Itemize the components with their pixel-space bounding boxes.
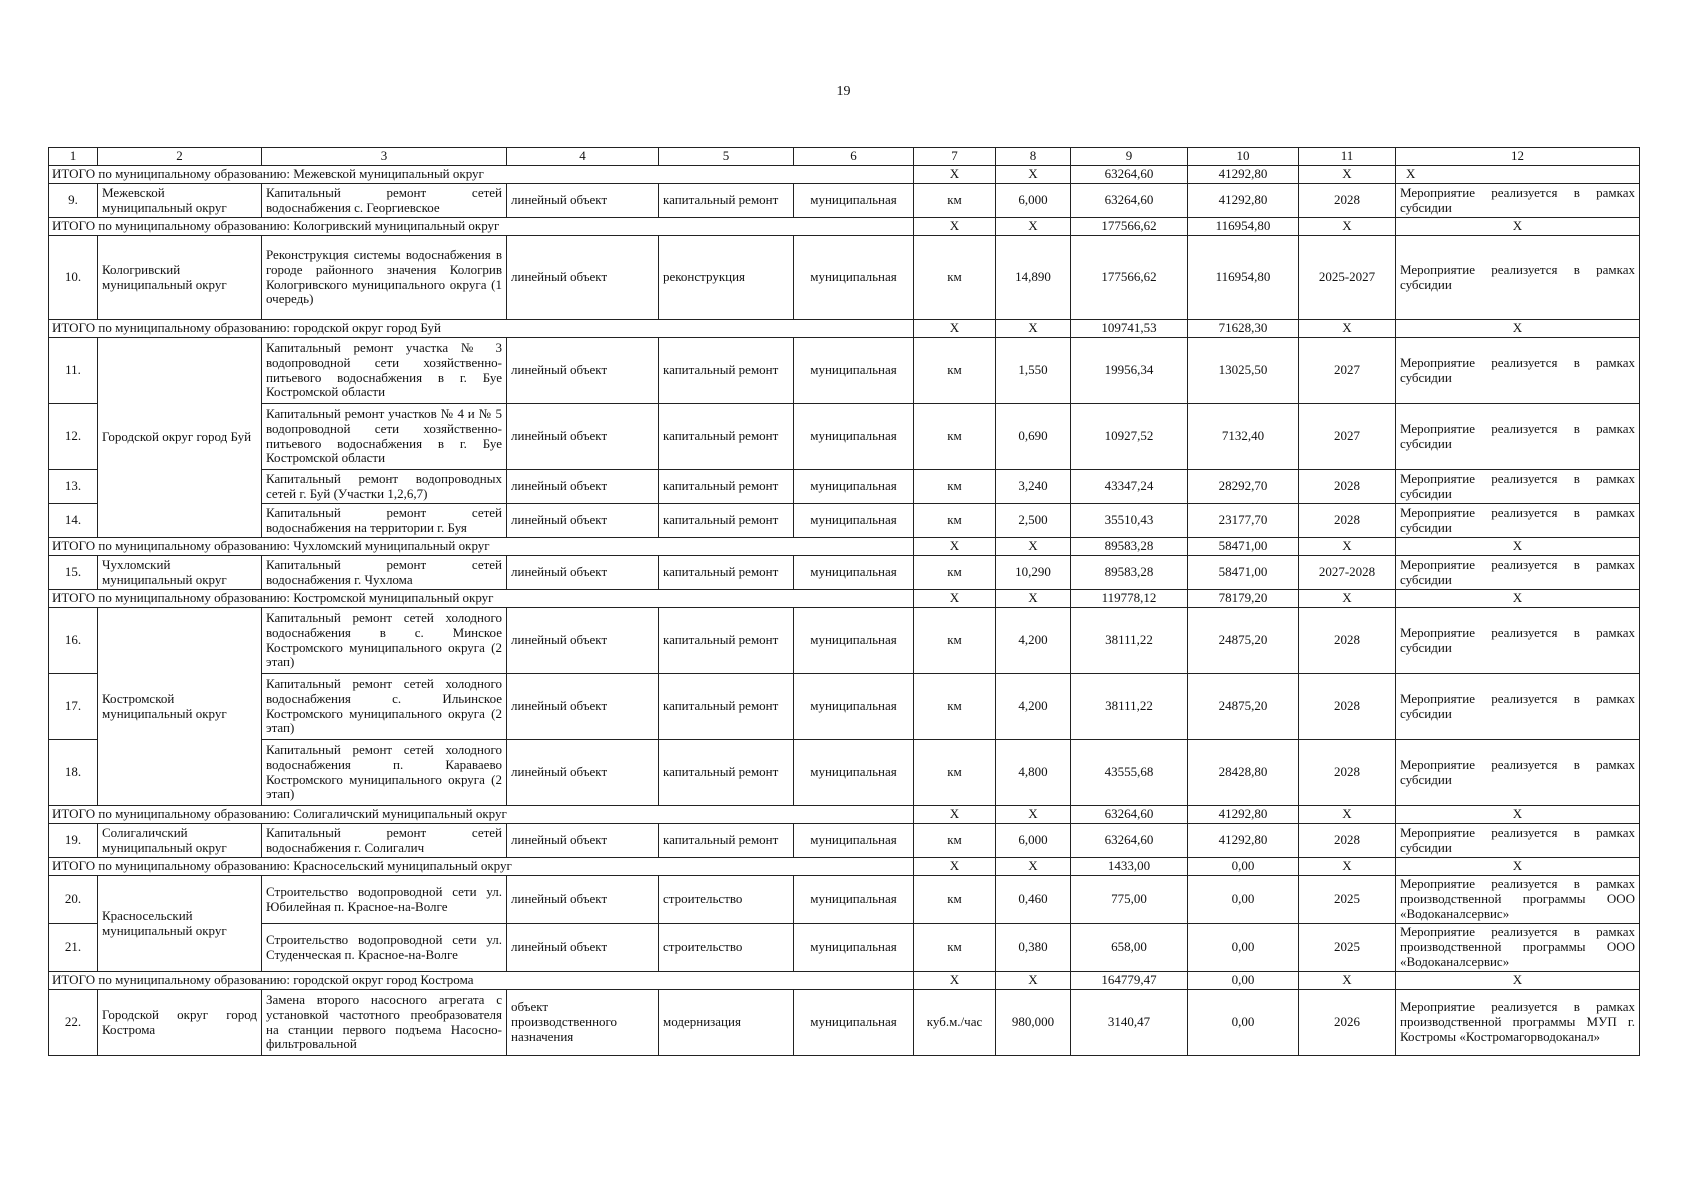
work-type: строительство xyxy=(659,876,794,924)
note: Мероприятие реализуется в рамках субсидии xyxy=(1396,824,1640,858)
column-number: 11 xyxy=(1299,148,1396,166)
years: 2025 xyxy=(1299,924,1396,972)
object-name: Капитальный ремонт сетей холодного водоснабжения с. Ильинское Костромского муниципального округа (2 этап) xyxy=(262,674,507,740)
object-type: линейный объект xyxy=(507,404,659,470)
table-row xyxy=(49,674,1640,740)
municipality-name: Красносельский муниципальный округ xyxy=(98,876,262,972)
row-number: 20. xyxy=(49,876,98,924)
subsidy: 13025,50 xyxy=(1188,338,1299,404)
column-number: 12 xyxy=(1396,148,1640,166)
total-col12: X xyxy=(1396,320,1640,338)
table-row xyxy=(49,924,1640,972)
ownership: муниципальная xyxy=(794,990,914,1056)
table-row xyxy=(49,236,1640,320)
total-cost: 119778,12 xyxy=(1071,590,1188,608)
object-name: Капитальный ремонт сетей водоснабжения г. Чухлома xyxy=(262,556,507,590)
unit: куб.м./час xyxy=(914,990,996,1056)
unit: км xyxy=(914,236,996,320)
work-type: капитальный ремонт xyxy=(659,824,794,858)
work-type: реконструкция xyxy=(659,236,794,320)
quantity: 4,200 xyxy=(996,674,1071,740)
total-cost: 164779,47 xyxy=(1071,972,1188,990)
total-col12: X xyxy=(1396,538,1640,556)
table-row xyxy=(49,876,1640,924)
quantity: 0,460 xyxy=(996,876,1071,924)
note: Мероприятие реализуется в рамках субсидии xyxy=(1396,236,1640,320)
unit: км xyxy=(914,740,996,806)
subsidy: 58471,00 xyxy=(1188,556,1299,590)
years: 2027 xyxy=(1299,338,1396,404)
municipality-name: Кологривский муниципальный округ xyxy=(98,236,262,320)
quantity: 3,240 xyxy=(996,470,1071,504)
work-type: капитальный ремонт xyxy=(659,674,794,740)
municipality-name: Городской округ город Кострома xyxy=(98,990,262,1056)
total-label: ИТОГО по муниципальному образованию: Костромской муниципальный округ xyxy=(49,590,914,608)
table-row xyxy=(49,338,1640,404)
total-label: ИТОГО по муниципальному образованию: Солигаличский муниципальный округ xyxy=(49,806,914,824)
row-number: 21. xyxy=(49,924,98,972)
municipality-name: Межевской муниципальный округ xyxy=(98,184,262,218)
note: Мероприятие реализуется в рамках производственной программы ООО «Водоканалсервис» xyxy=(1396,924,1640,972)
ownership: муниципальная xyxy=(794,404,914,470)
total-col8: X xyxy=(996,218,1071,236)
work-type: капитальный ремонт xyxy=(659,184,794,218)
object-type: линейный объект xyxy=(507,504,659,538)
ownership: муниципальная xyxy=(794,338,914,404)
total-col7: X xyxy=(914,218,996,236)
object-name: Капитальный ремонт сетей холодного водоснабжения в с. Минское Костромского муниципального округа (2 этап) xyxy=(262,608,507,674)
subsidy: 41292,80 xyxy=(1188,824,1299,858)
total-label: ИТОГО по муниципальному образованию: городской округ город Кострома xyxy=(49,972,914,990)
total-row xyxy=(49,166,1640,184)
total-col7: X xyxy=(914,972,996,990)
note: Мероприятие реализуется в рамках субсидии xyxy=(1396,504,1640,538)
total-row xyxy=(49,806,1640,824)
column-number: 2 xyxy=(98,148,262,166)
total-cost: 109741,53 xyxy=(1071,320,1188,338)
total-subsidy: 41292,80 xyxy=(1188,806,1299,824)
unit: км xyxy=(914,824,996,858)
total-col11: X xyxy=(1299,590,1396,608)
total-col12: X xyxy=(1396,858,1640,876)
table-row xyxy=(49,504,1640,538)
cost: 38111,22 xyxy=(1071,608,1188,674)
total-row xyxy=(49,538,1640,556)
total-col8: X xyxy=(996,538,1071,556)
object-type: линейный объект xyxy=(507,556,659,590)
subsidy: 28292,70 xyxy=(1188,470,1299,504)
object-name: Капитальный ремонт участка № 3 водопроводной сети хозяйственно-питьевого водоснабжения в г. Буе Костромской области xyxy=(262,338,507,404)
total-col12: X xyxy=(1396,218,1640,236)
years: 2028 xyxy=(1299,740,1396,806)
subsidy: 24875,20 xyxy=(1188,608,1299,674)
row-number: 11. xyxy=(49,338,98,404)
work-type: капитальный ремонт xyxy=(659,338,794,404)
subsidy: 7132,40 xyxy=(1188,404,1299,470)
years: 2027 xyxy=(1299,404,1396,470)
investment-table xyxy=(48,147,1640,1056)
object-name: Капитальный ремонт сетей водоснабжения на территории г. Буя xyxy=(262,504,507,538)
total-col7: X xyxy=(914,806,996,824)
ownership: муниципальная xyxy=(794,236,914,320)
subsidy: 41292,80 xyxy=(1188,184,1299,218)
total-subsidy: 0,00 xyxy=(1188,972,1299,990)
total-cost: 177566,62 xyxy=(1071,218,1188,236)
table-row xyxy=(49,824,1640,858)
column-number: 10 xyxy=(1188,148,1299,166)
unit: км xyxy=(914,876,996,924)
subsidy: 23177,70 xyxy=(1188,504,1299,538)
ownership: муниципальная xyxy=(794,608,914,674)
total-cost: 89583,28 xyxy=(1071,538,1188,556)
total-cost: 63264,60 xyxy=(1071,806,1188,824)
total-col7: X xyxy=(914,590,996,608)
row-number: 14. xyxy=(49,504,98,538)
unit: км xyxy=(914,404,996,470)
row-number: 13. xyxy=(49,470,98,504)
municipality-name: Солигаличский муниципальный округ xyxy=(98,824,262,858)
years: 2028 xyxy=(1299,608,1396,674)
table-row xyxy=(49,404,1640,470)
total-col11: X xyxy=(1299,806,1396,824)
total-col8: X xyxy=(996,972,1071,990)
object-type: объект производственного назначения xyxy=(507,990,659,1056)
note: Мероприятие реализуется в рамках субсидии xyxy=(1396,740,1640,806)
work-type: строительство xyxy=(659,924,794,972)
subsidy: 0,00 xyxy=(1188,990,1299,1056)
note: Мероприятие реализуется в рамках субсидии xyxy=(1396,674,1640,740)
cost: 19956,34 xyxy=(1071,338,1188,404)
total-subsidy: 78179,20 xyxy=(1188,590,1299,608)
row-number: 17. xyxy=(49,674,98,740)
total-subsidy: 116954,80 xyxy=(1188,218,1299,236)
object-name: Капитальный ремонт сетей холодного водоснабжения п. Караваево Костромского муниципального округа (2 этап) xyxy=(262,740,507,806)
object-name: Строительство водопроводной сети ул. Студенческая п. Красное-на-Волге xyxy=(262,924,507,972)
total-label: ИТОГО по муниципальному образованию: Кологривский муниципальный округ xyxy=(49,218,914,236)
municipality-name: Костромской муниципальный округ xyxy=(98,608,262,806)
cost: 63264,60 xyxy=(1071,184,1188,218)
years: 2025-2027 xyxy=(1299,236,1396,320)
work-type: капитальный ремонт xyxy=(659,608,794,674)
ownership: муниципальная xyxy=(794,740,914,806)
note: Мероприятие реализуется в рамках субсидии xyxy=(1396,338,1640,404)
object-name: Замена второго насосного агрегата с установкой частотного преобразователя на станции первого подъема Насосно-фильтровальной xyxy=(262,990,507,1056)
cost: 63264,60 xyxy=(1071,824,1188,858)
table-row xyxy=(49,470,1640,504)
object-type: линейный объект xyxy=(507,824,659,858)
cost: 10927,52 xyxy=(1071,404,1188,470)
ownership: муниципальная xyxy=(794,556,914,590)
note: Мероприятие реализуется в рамках субсидии xyxy=(1396,404,1640,470)
object-type: линейный объект xyxy=(507,924,659,972)
column-number: 6 xyxy=(794,148,914,166)
unit: км xyxy=(914,338,996,404)
object-type: линейный объект xyxy=(507,236,659,320)
total-col7: X xyxy=(914,858,996,876)
cost: 177566,62 xyxy=(1071,236,1188,320)
years: 2028 xyxy=(1299,470,1396,504)
years: 2026 xyxy=(1299,990,1396,1056)
work-type: капитальный ремонт xyxy=(659,740,794,806)
total-col12: X xyxy=(1396,590,1640,608)
row-number: 18. xyxy=(49,740,98,806)
row-number: 16. xyxy=(49,608,98,674)
ownership: муниципальная xyxy=(794,184,914,218)
object-name: Реконструкция системы водоснабжения в городе районного значения Кологрив Кологривского муниципального округа (1 очередь) xyxy=(262,236,507,320)
years: 2027-2028 xyxy=(1299,556,1396,590)
object-type: линейный объект xyxy=(507,470,659,504)
total-label: ИТОГО по муниципальному образованию: Межевской муниципальный округ xyxy=(49,166,914,184)
unit: км xyxy=(914,504,996,538)
subsidy: 0,00 xyxy=(1188,924,1299,972)
table-row xyxy=(49,990,1640,1056)
ownership: муниципальная xyxy=(794,504,914,538)
cost: 43555,68 xyxy=(1071,740,1188,806)
object-type: линейный объект xyxy=(507,876,659,924)
quantity: 1,550 xyxy=(996,338,1071,404)
years: 2028 xyxy=(1299,824,1396,858)
object-type: линейный объект xyxy=(507,674,659,740)
quantity: 4,800 xyxy=(996,740,1071,806)
total-cost: 63264,60 xyxy=(1071,166,1188,184)
row-number: 15. xyxy=(49,556,98,590)
column-number: 7 xyxy=(914,148,996,166)
total-label: ИТОГО по муниципальному образованию: городской округ город Буй xyxy=(49,320,914,338)
years: 2028 xyxy=(1299,184,1396,218)
quantity: 2,500 xyxy=(996,504,1071,538)
work-type: капитальный ремонт xyxy=(659,504,794,538)
municipality-name: Чухломский муниципальный округ xyxy=(98,556,262,590)
table-row xyxy=(49,740,1640,806)
work-type: капитальный ремонт xyxy=(659,470,794,504)
quantity: 6,000 xyxy=(996,184,1071,218)
total-col11: X xyxy=(1299,538,1396,556)
note: Мероприятие реализуется в рамках субсидии xyxy=(1396,470,1640,504)
unit: км xyxy=(914,556,996,590)
ownership: муниципальная xyxy=(794,470,914,504)
total-col11: X xyxy=(1299,858,1396,876)
quantity: 980,000 xyxy=(996,990,1071,1056)
object-type: линейный объект xyxy=(507,338,659,404)
object-name: Капитальный ремонт водопроводных сетей г. Буй (Участки 1,2,6,7) xyxy=(262,470,507,504)
total-label: ИТОГО по муниципальному образованию: Красносельский муниципальный округ xyxy=(49,858,914,876)
ownership: муниципальная xyxy=(794,674,914,740)
unit: км xyxy=(914,608,996,674)
total-col11: X xyxy=(1299,166,1396,184)
total-subsidy: 0,00 xyxy=(1188,858,1299,876)
total-subsidy: 71628,30 xyxy=(1188,320,1299,338)
object-type: линейный объект xyxy=(507,184,659,218)
object-name: Капитальный ремонт сетей водоснабжения с. Георгиевское xyxy=(262,184,507,218)
column-number: 8 xyxy=(996,148,1071,166)
quantity: 14,890 xyxy=(996,236,1071,320)
total-col12: X xyxy=(1396,806,1640,824)
subsidy: 0,00 xyxy=(1188,876,1299,924)
note: Мероприятие реализуется в рамках производственной программы ООО «Водоканалсервис» xyxy=(1396,876,1640,924)
total-col8: X xyxy=(996,166,1071,184)
unit: км xyxy=(914,470,996,504)
table-row xyxy=(49,184,1640,218)
column-number: 1 xyxy=(49,148,98,166)
subsidy: 24875,20 xyxy=(1188,674,1299,740)
total-row xyxy=(49,972,1640,990)
total-col7: X xyxy=(914,166,996,184)
object-name: Капитальный ремонт сетей водоснабжения г. Солигалич xyxy=(262,824,507,858)
column-number: 3 xyxy=(262,148,507,166)
object-type: линейный объект xyxy=(507,608,659,674)
cost: 89583,28 xyxy=(1071,556,1188,590)
unit: км xyxy=(914,184,996,218)
note: Мероприятие реализуется в рамках субсидии xyxy=(1396,608,1640,674)
row-number: 19. xyxy=(49,824,98,858)
total-row xyxy=(49,858,1640,876)
quantity: 0,380 xyxy=(996,924,1071,972)
quantity: 6,000 xyxy=(996,824,1071,858)
quantity: 4,200 xyxy=(996,608,1071,674)
row-number: 9. xyxy=(49,184,98,218)
ownership: муниципальная xyxy=(794,824,914,858)
column-number: 4 xyxy=(507,148,659,166)
total-col8: X xyxy=(996,806,1071,824)
row-number: 12. xyxy=(49,404,98,470)
cost: 775,00 xyxy=(1071,876,1188,924)
total-row xyxy=(49,590,1640,608)
object-name: Строительство водопроводной сети ул. Юбилейная п. Красное-на-Волге xyxy=(262,876,507,924)
table-body xyxy=(49,148,1640,1056)
total-label: ИТОГО по муниципальному образованию: Чухломский муниципальный округ xyxy=(49,538,914,556)
total-col7: X xyxy=(914,538,996,556)
work-type: капитальный ремонт xyxy=(659,404,794,470)
total-col11: X xyxy=(1299,320,1396,338)
total-col11: X xyxy=(1299,972,1396,990)
object-name: Капитальный ремонт участков № 4 и № 5 водопроводной сети хозяйственно-питьевого водоснабжения в г. Буе Костромской области xyxy=(262,404,507,470)
object-type: линейный объект xyxy=(507,740,659,806)
total-subsidy: 41292,80 xyxy=(1188,166,1299,184)
total-col8: X xyxy=(996,320,1071,338)
total-subsidy: 58471,00 xyxy=(1188,538,1299,556)
work-type: капитальный ремонт xyxy=(659,556,794,590)
total-col7: X xyxy=(914,320,996,338)
column-number-row xyxy=(49,148,1640,166)
years: 2025 xyxy=(1299,876,1396,924)
total-row xyxy=(49,218,1640,236)
row-number: 22. xyxy=(49,990,98,1056)
total-col12: X xyxy=(1396,166,1640,184)
quantity: 10,290 xyxy=(996,556,1071,590)
page-number: 19 xyxy=(836,84,851,99)
total-col8: X xyxy=(996,590,1071,608)
ownership: муниципальная xyxy=(794,924,914,972)
ownership: муниципальная xyxy=(794,876,914,924)
cost: 38111,22 xyxy=(1071,674,1188,740)
cost: 43347,24 xyxy=(1071,470,1188,504)
cost: 658,00 xyxy=(1071,924,1188,972)
cost: 3140,47 xyxy=(1071,990,1188,1056)
note: Мероприятие реализуется в рамках субсидии xyxy=(1396,556,1640,590)
total-col8: X xyxy=(996,858,1071,876)
municipality-name: Городской округ город Буй xyxy=(98,338,262,538)
total-cost: 1433,00 xyxy=(1071,858,1188,876)
unit: км xyxy=(914,674,996,740)
cost: 35510,43 xyxy=(1071,504,1188,538)
row-number: 10. xyxy=(49,236,98,320)
years: 2028 xyxy=(1299,674,1396,740)
total-col12: X xyxy=(1396,972,1640,990)
column-number: 9 xyxy=(1071,148,1188,166)
subsidy: 116954,80 xyxy=(1188,236,1299,320)
work-type: модернизация xyxy=(659,990,794,1056)
total-row xyxy=(49,320,1640,338)
table-row xyxy=(49,556,1640,590)
subsidy: 28428,80 xyxy=(1188,740,1299,806)
table-row xyxy=(49,608,1640,674)
column-number: 5 xyxy=(659,148,794,166)
note: Мероприятие реализуется в рамках субсидии xyxy=(1396,184,1640,218)
unit: км xyxy=(914,924,996,972)
years: 2028 xyxy=(1299,504,1396,538)
quantity: 0,690 xyxy=(996,404,1071,470)
total-col11: X xyxy=(1299,218,1396,236)
note: Мероприятие реализуется в рамках производственной программы МУП г. Костромы «Костромагорводоканал» xyxy=(1396,990,1640,1056)
